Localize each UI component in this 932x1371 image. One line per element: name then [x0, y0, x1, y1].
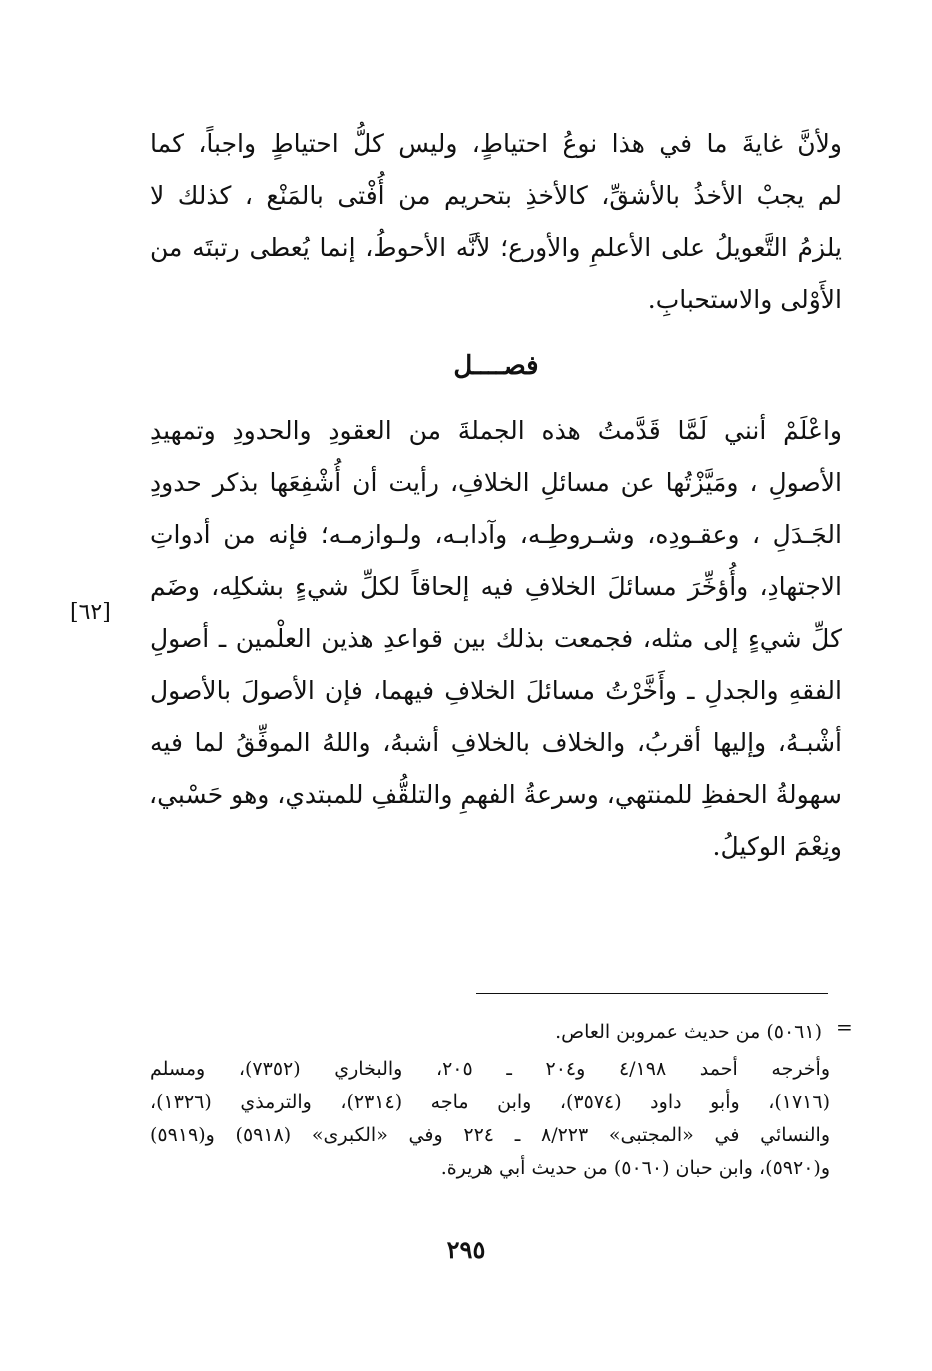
footnote-2-line: وأخرجه أحمد ٤/١٩٨ و٢٠٤ ـ ٢٠٥، والبخاري (٧٣٥٢)، ومسلم — [150, 1058, 830, 1080]
paragraph-2-line: الجَـدَلِ ، وعقـودِه، وشـروطِـه، وآدابـه، ولـوازمـه؛ فإنه من أدواتِ — [150, 520, 842, 549]
footnote-2-line: والنسائي في «المجتبى» ٨/٢٢٣ ـ ٢٢٤ وفي «الكبرى» (٥٩١٨) و(٥٩١٩) — [150, 1124, 830, 1146]
paragraph-2-line: ونِعْمَ الوكيلُ. — [712, 832, 842, 861]
page-number: ٢٩٥ — [446, 1235, 486, 1264]
paragraph-1-line: يلزمُ التَّعويلُ على الأعلمِ والأورع؛ لأنَّه الأحوطُ، إنما يُعطى رتبتَه من — [150, 233, 842, 262]
paragraph-1-line: الأَوْلى والاستحبابِ. — [647, 285, 842, 314]
paragraph-2-line: أشْبـهُ، وإليها أقربُ، والخلاف بالخلافِ أشبهُ، واللهُ الموفِّقُ لما فيه — [150, 728, 842, 757]
paragraph-2-line: الاجتهادِ، وأُؤخِّرَ مسائلَ الخلافِ فيه إلحاقاً لكلِّ شيءٍ بشكلِه، وضَم — [150, 572, 842, 601]
footnote-2 — [150, 1053, 830, 1185]
footnote-2-line: و(٥٩٢٠)، وابن حبان (٥٠٦٠) من حديث أبي هريرة. — [440, 1157, 830, 1179]
paragraph-2-line: كلِّ شيءٍ إلى مثله، فجمعت بذلك بين قواعدِ هذين العلْمين ـ أصولِ — [150, 624, 842, 653]
footnote-1: (٥٠٦١) من حديث عمروبن العاص. — [555, 1021, 822, 1043]
section-heading: فصــــل — [453, 351, 539, 381]
paragraph-2 — [150, 405, 842, 873]
paragraph-1-line: لم يجبْ الأخذُ بالأشقِّ، كالأخذِ بتحريم من أُفْتى بالمَنْع ، كذلك لا — [150, 181, 842, 210]
paragraph-1 — [150, 118, 842, 326]
margin-page-reference: [٦٢] — [70, 600, 111, 625]
paragraph-2-line: واعْلَمْ أنني لَمَّا قَدَّمتُ هذه الجملةَ من العقودِ والحدودِ وتمهيدِ — [150, 416, 842, 445]
footnote-2-line: (١٧١٦)، وأبو داود (٣٥٧٤)، وابن ماجه (٢٣١٤)، والترمذي (١٣٢٦)، — [150, 1091, 830, 1113]
paragraph-2-line: الأصولِ ، ومَيَّزْتُها عن مسائلِ الخلافِ، رأيت أن أُشْفِعَها بذكر حدودِ — [150, 468, 842, 497]
paragraph-2-line: سهولةُ الحفظِ للمنتهي، وسرعةُ الفهمِ والتلقُّفِ للمبتدي، وهو حَسْبي، — [149, 780, 842, 809]
footnote-divider — [476, 993, 828, 994]
paragraph-1-line: ولأنَّ غايةَ ما في هذا نوعُ احتياطٍ، وليس كلُّ احتياطٍ واجباً، كما — [150, 129, 842, 158]
footnote-continuation-mark: = — [836, 1015, 853, 1039]
paragraph-2-line: الفقهِ والجدلِ ـ وأَخَّرْتُ مسائلَ الخلافِ فيهما، فإن الأصولَ بالأصول — [150, 676, 842, 705]
